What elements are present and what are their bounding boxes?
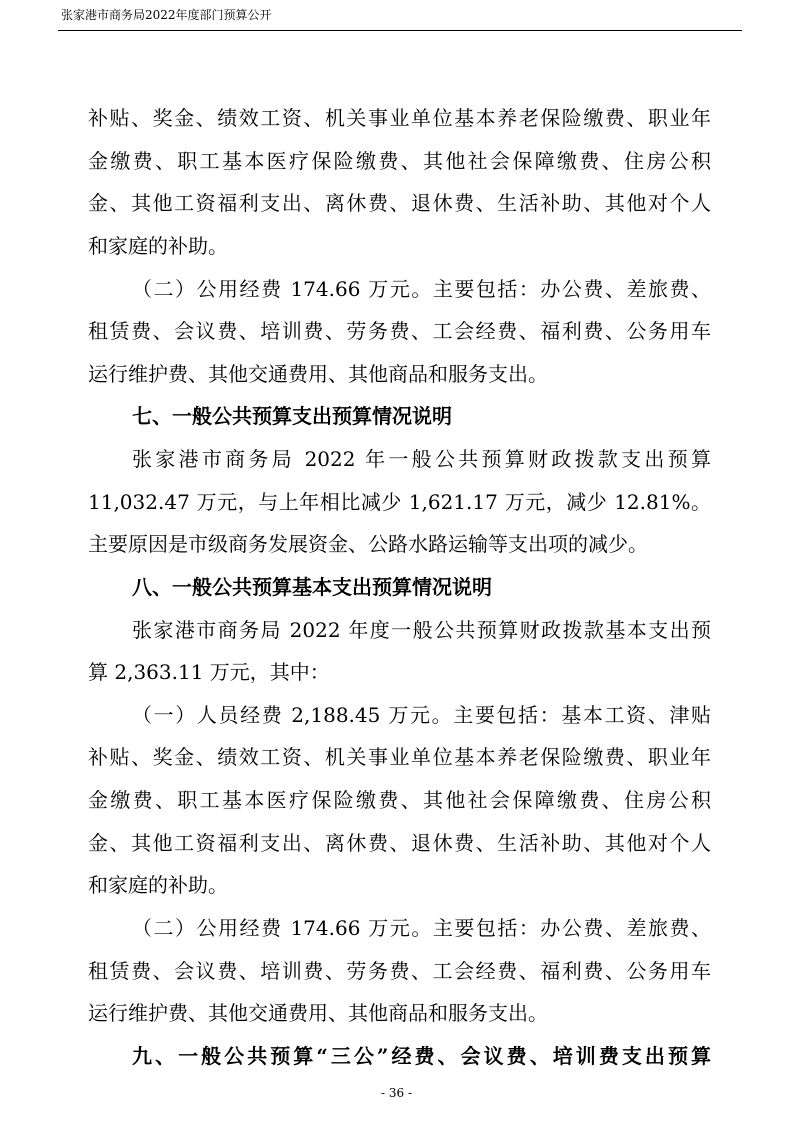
body-line: 金、其他工资福利支出、离休费、退休费、生活补助、其他对个人 (88, 830, 711, 855)
body-line: 补贴、奖金、绩效工资、机关事业单位基本养老保险缴费、职业年 (88, 745, 711, 770)
body-line: 和家庭的补助。 (88, 233, 228, 258)
paragraph-personnel-continued (88, 97, 711, 268)
body-line: （一）人员经费 2,188.45 万元。主要包括：基本工资、津贴 (132, 702, 711, 727)
body-line: 金、其他工资福利支出、离休费、退休费、生活补助、其他对个人 (88, 191, 711, 216)
body-line: 和家庭的补助。 (88, 873, 228, 898)
paragraph-general-budget-expenditure (88, 438, 711, 566)
paragraph-personnel-expenses (88, 694, 711, 907)
page-number: - 36 - (380, 1086, 412, 1100)
document-body (88, 97, 711, 1077)
body-line: 主要原因是市级商务发展资金、公路水路运输等支出项的减少。 (88, 532, 648, 557)
body-line: 金缴费、职工基本医疗保险缴费、其他社会保障缴费、住房公积 (88, 148, 711, 173)
body-line: （二）公用经费 174.66 万元。主要包括：办公费、差旅费、 (132, 276, 711, 301)
body-line: 租赁费、会议费、培训费、劳务费、工会经费、福利费、公务用车 (88, 319, 711, 344)
body-line: 金缴费、职工基本医疗保险缴费、其他社会保障缴费、住房公积 (88, 788, 711, 812)
page-header-title: 张家港市商务局2022年度部门预算公开 (61, 8, 272, 22)
paragraph-public-expenses (88, 268, 711, 396)
body-line: 11,032.47 万元，与上年相比减少 1,621.17 万元，减少 12.81%。 (88, 489, 711, 514)
body-line: （二）公用经费 174.66 万元。主要包括：办公费、差旅费、 (132, 915, 711, 940)
paragraph-basic-expenditure (88, 609, 711, 694)
body-line: 补贴、奖金、绩效工资、机关事业单位基本养老保险缴费、职业年 (88, 106, 711, 130)
body-line: 运行维护费、其他交通费用、其他商品和服务支出。 (88, 1001, 548, 1026)
paragraph-public-expenses-2 (88, 907, 711, 1035)
body-line: 张家港市商务局 2022 年一般公共预算财政拨款支出预算 (132, 447, 711, 471)
body-line: 租赁费、会议费、培训费、劳务费、工会经费、福利费、公务用车 (88, 958, 711, 983)
body-line: 运行维护费、其他交通费用、其他商品和服务支出。 (88, 361, 548, 386)
header-rule (58, 30, 742, 31)
body-line: 张家港市商务局 2022 年度一般公共预算财政拨款基本支出预 (132, 617, 711, 642)
body-line: 算 2,363.11 万元，其中： (88, 660, 330, 685)
section-heading-9: 九、一般公共预算“三公”经费、会议费、培训费支出预算 (132, 1043, 711, 1068)
section-heading-7: 七、一般公共预算支出预算情况说明 (132, 404, 452, 429)
section-heading-8: 八、一般公共预算基本支出预算情况说明 (132, 574, 492, 599)
